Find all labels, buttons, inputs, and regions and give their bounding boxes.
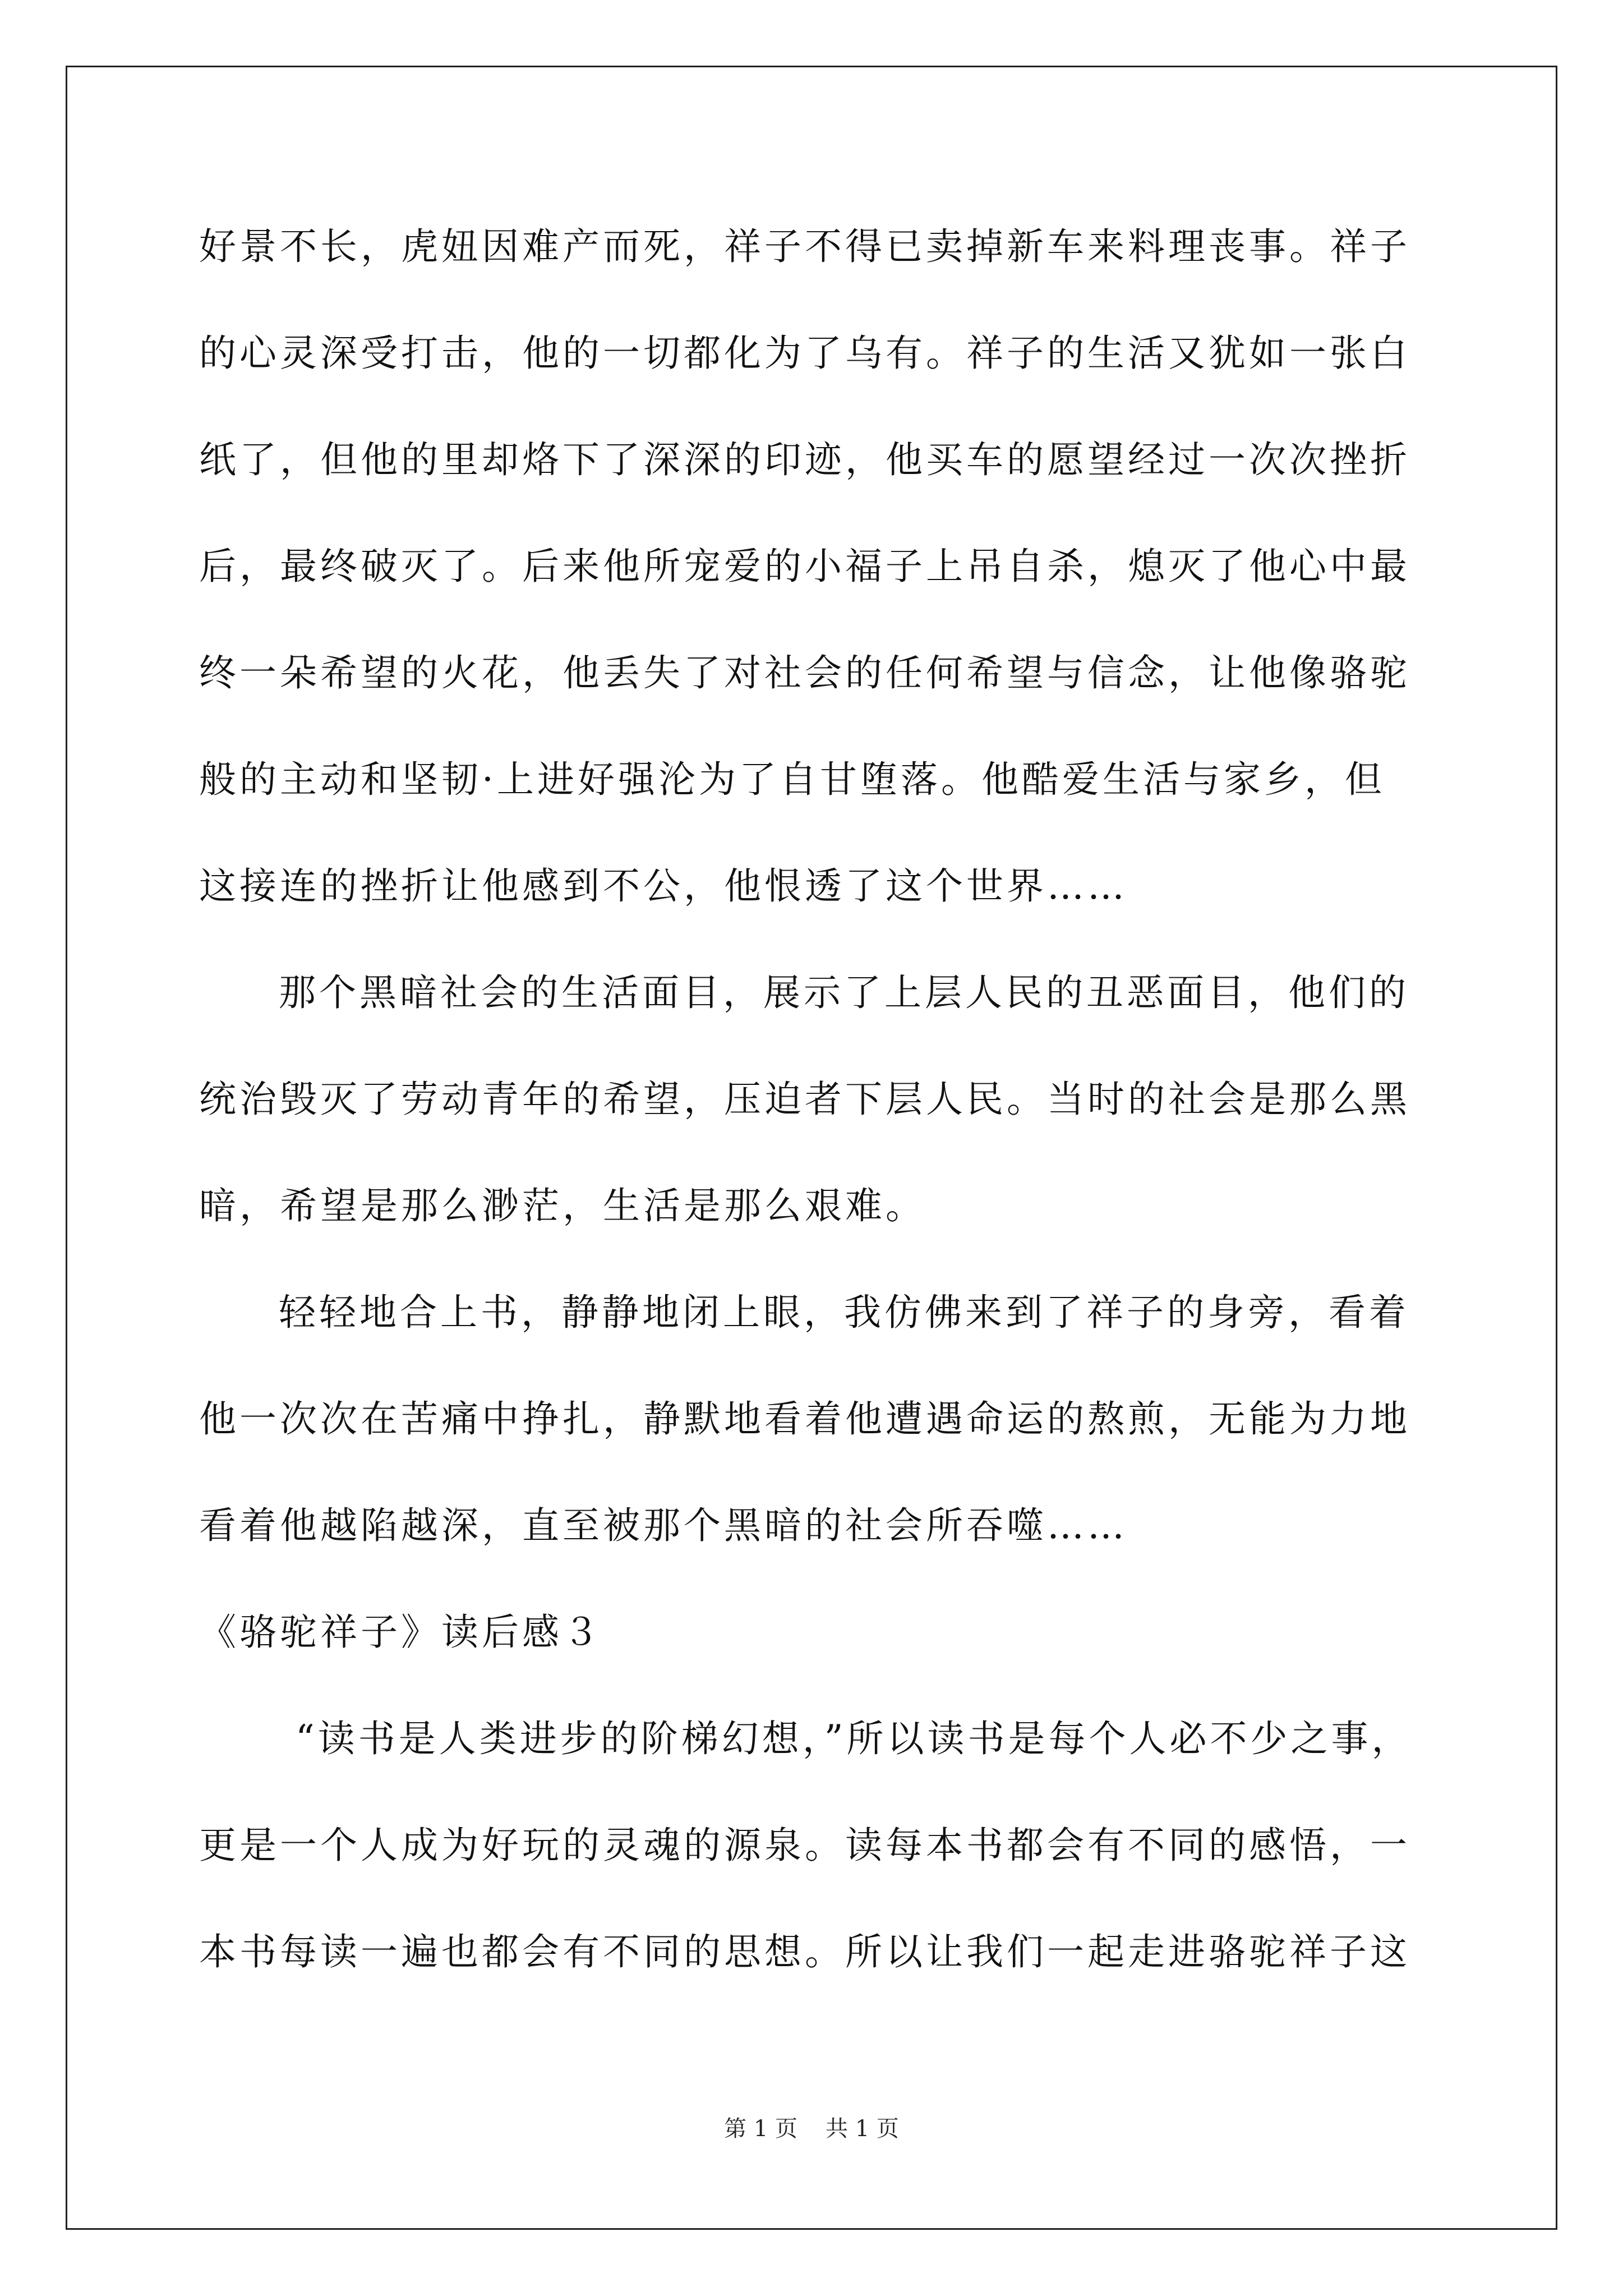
paragraph-line: “读书是人类进步的阶梯幻想，”所以读书是每个人必不少之事， [296, 1717, 1412, 1760]
paragraph-line: 般的主动和坚韧·上进好强沦为了自甘堕落。他酷爱生活与家乡，但 [199, 758, 1385, 801]
paragraph-line: 的心灵深受打击，他的一切都化为了乌有。祥子的生活又犹如一张白 [199, 332, 1410, 375]
paragraph-line: 轻轻地合上书，静静地闭上眼，我仿佛来到了祥子的身旁，看着 [279, 1291, 1409, 1334]
document-body [199, 213, 1427, 2025]
paragraph-line: 终一朵希望的火花，他丢失了对社会的任何希望与信念，让他像骆驼 [199, 651, 1410, 694]
paragraph-line: 本书每读一遍也都会有不同的思想。所以让我们一起走进骆驼祥子这 [199, 1930, 1410, 1973]
paragraph-line: 更是一个人成为好玩的灵魂的源泉。读每本书都会有不同的感悟，一 [199, 1824, 1410, 1867]
page-total: 共 1 页 [826, 2116, 899, 2142]
page-footer [0, 2115, 1623, 2143]
paragraph-line: 后，最终破灭了。后来他所宠爱的小福子上吊自杀，熄灭了他心中最 [199, 545, 1410, 588]
paragraph-line: 这接连的挫折让他感到不公，他恨透了这个世界…… [199, 864, 1128, 908]
paragraph-line: 他一次次在苦痛中挣扎，静默地看着他遭遇命运的熬煎，无能为力地 [199, 1397, 1410, 1441]
paragraph-line: 纸了，但他的里却烙下了深深的印迹，他买车的愿望经过一次次挫折 [199, 438, 1410, 481]
paragraph-line: 看着他越陷越深，直至被那个黑暗的社会所吞噬…… [199, 1504, 1128, 1547]
paragraph-line: 统治毁灭了劳动青年的希望，压迫者下层人民。当时的社会是那么黑 [199, 1078, 1410, 1121]
section-heading: 《骆驼祥子》读后感３ [199, 1611, 603, 1654]
page-number: 第 1 页 [724, 2116, 797, 2142]
paragraph-line: 暗，希望是那么渺茫，生活是那么艰难。 [199, 1184, 926, 1227]
paragraph-line: 那个黑暗社会的生活面目，展示了上层人民的丑恶面目，他们的 [279, 971, 1409, 1014]
paragraph-line: 好景不长，虎妞因难产而死，祥子不得已卖掉新车来料理丧事。祥子 [199, 225, 1410, 268]
